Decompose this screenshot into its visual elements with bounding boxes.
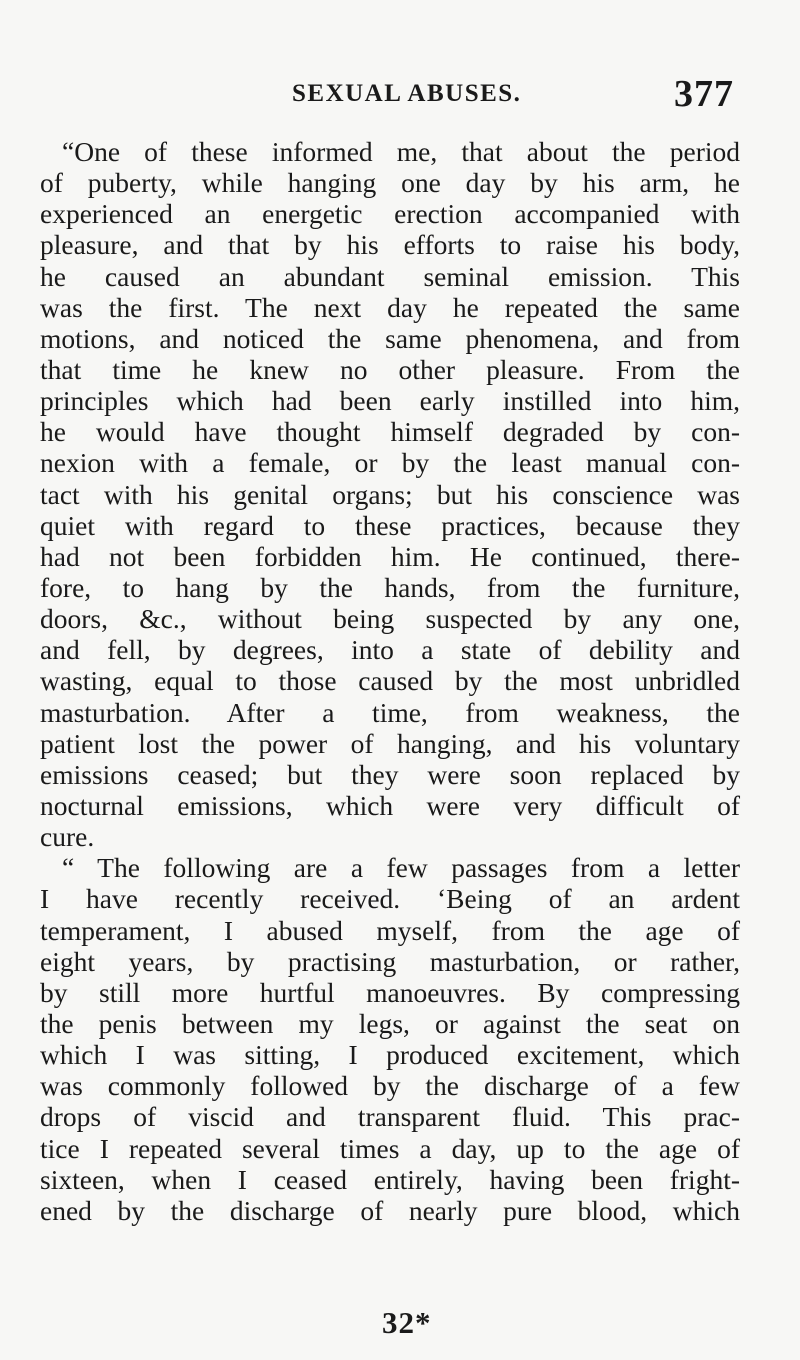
text-line: was the first. The next day he repeated the same — [40, 291, 740, 323]
text-line: pleasure, and that by his efforts to raise his body, — [40, 229, 740, 261]
running-head — [42, 73, 734, 118]
paragraph — [40, 136, 740, 852]
signature-mark: 32* — [382, 1305, 432, 1340]
text-line: masturbation. After a time, from weakness, the — [40, 696, 740, 728]
text-line: the penis between my legs, or against the seat on — [40, 1007, 740, 1039]
text-line: patient lost the power of hanging, and his voluntary — [40, 727, 740, 759]
text-line: drops of viscid and transparent fluid. This prac- — [40, 1101, 740, 1133]
text-line: “One of these informed me, that about the period — [62, 136, 740, 167]
text-line: principles which had been early instilled into him, — [40, 385, 740, 417]
text-line: had not been forbidden him. He continued, there- — [40, 540, 740, 572]
text-line: quiet with regard to these practices, because they — [40, 509, 740, 541]
text-line: cure. — [40, 821, 95, 853]
text-line: eight years, by practising masturbation, or rather, — [40, 945, 740, 977]
text-line: of puberty, while hanging one day by his arm, he — [40, 167, 740, 199]
text-line: and fell, by degrees, into a state of debility and — [40, 634, 740, 666]
text-line: nexion with a female, or by the least manual con- — [40, 447, 740, 479]
text-line: temperament, I abused myself, from the age of — [40, 914, 740, 946]
text-line: which I was sitting, I produced excitement, which — [40, 1039, 740, 1071]
text-line: tice I repeated several times a day, up to the age of — [40, 1132, 740, 1164]
running-title: SEXUAL ABUSES. — [292, 80, 522, 107]
page-number: 377 — [674, 73, 734, 115]
text-line: ened by the discharge of nearly pure blood, which — [40, 1194, 740, 1226]
text-line: fore, to hang by the hands, from the furniture, — [40, 571, 740, 603]
text-line: he caused an abundant seminal emission. This — [40, 260, 740, 292]
text-line: I have recently received. ‘Being of an ardent — [40, 883, 740, 915]
text-line: tact with his genital organs; but his conscience was — [40, 478, 740, 510]
text-line: “ The following are a few passages from a letter — [62, 852, 740, 884]
text-line: that time he knew no other pleasure. From the — [40, 353, 740, 385]
text-line: experienced an energetic erection accompanied with — [40, 198, 740, 230]
text-line: nocturnal emissions, which were very difficult of — [40, 789, 740, 821]
text-line: wasting, equal to those caused by the most unbridled — [40, 665, 740, 697]
text-line: doors, &c., without being suspected by any one, — [40, 603, 740, 635]
text-line: sixteen, when I ceased entirely, having been fright- — [40, 1163, 740, 1195]
text-line: was commonly followed by the discharge of a few — [40, 1070, 740, 1102]
paragraph — [40, 852, 740, 1226]
text-line: he would have thought himself degraded by con- — [40, 416, 740, 448]
text-line: emissions ceased; but they were soon replaced by — [40, 758, 740, 790]
body-text — [40, 136, 740, 1226]
text-line: by still more hurtful manoeuvres. By compressing — [40, 976, 740, 1008]
text-line: motions, and noticed the same phenomena, and from — [40, 322, 740, 354]
